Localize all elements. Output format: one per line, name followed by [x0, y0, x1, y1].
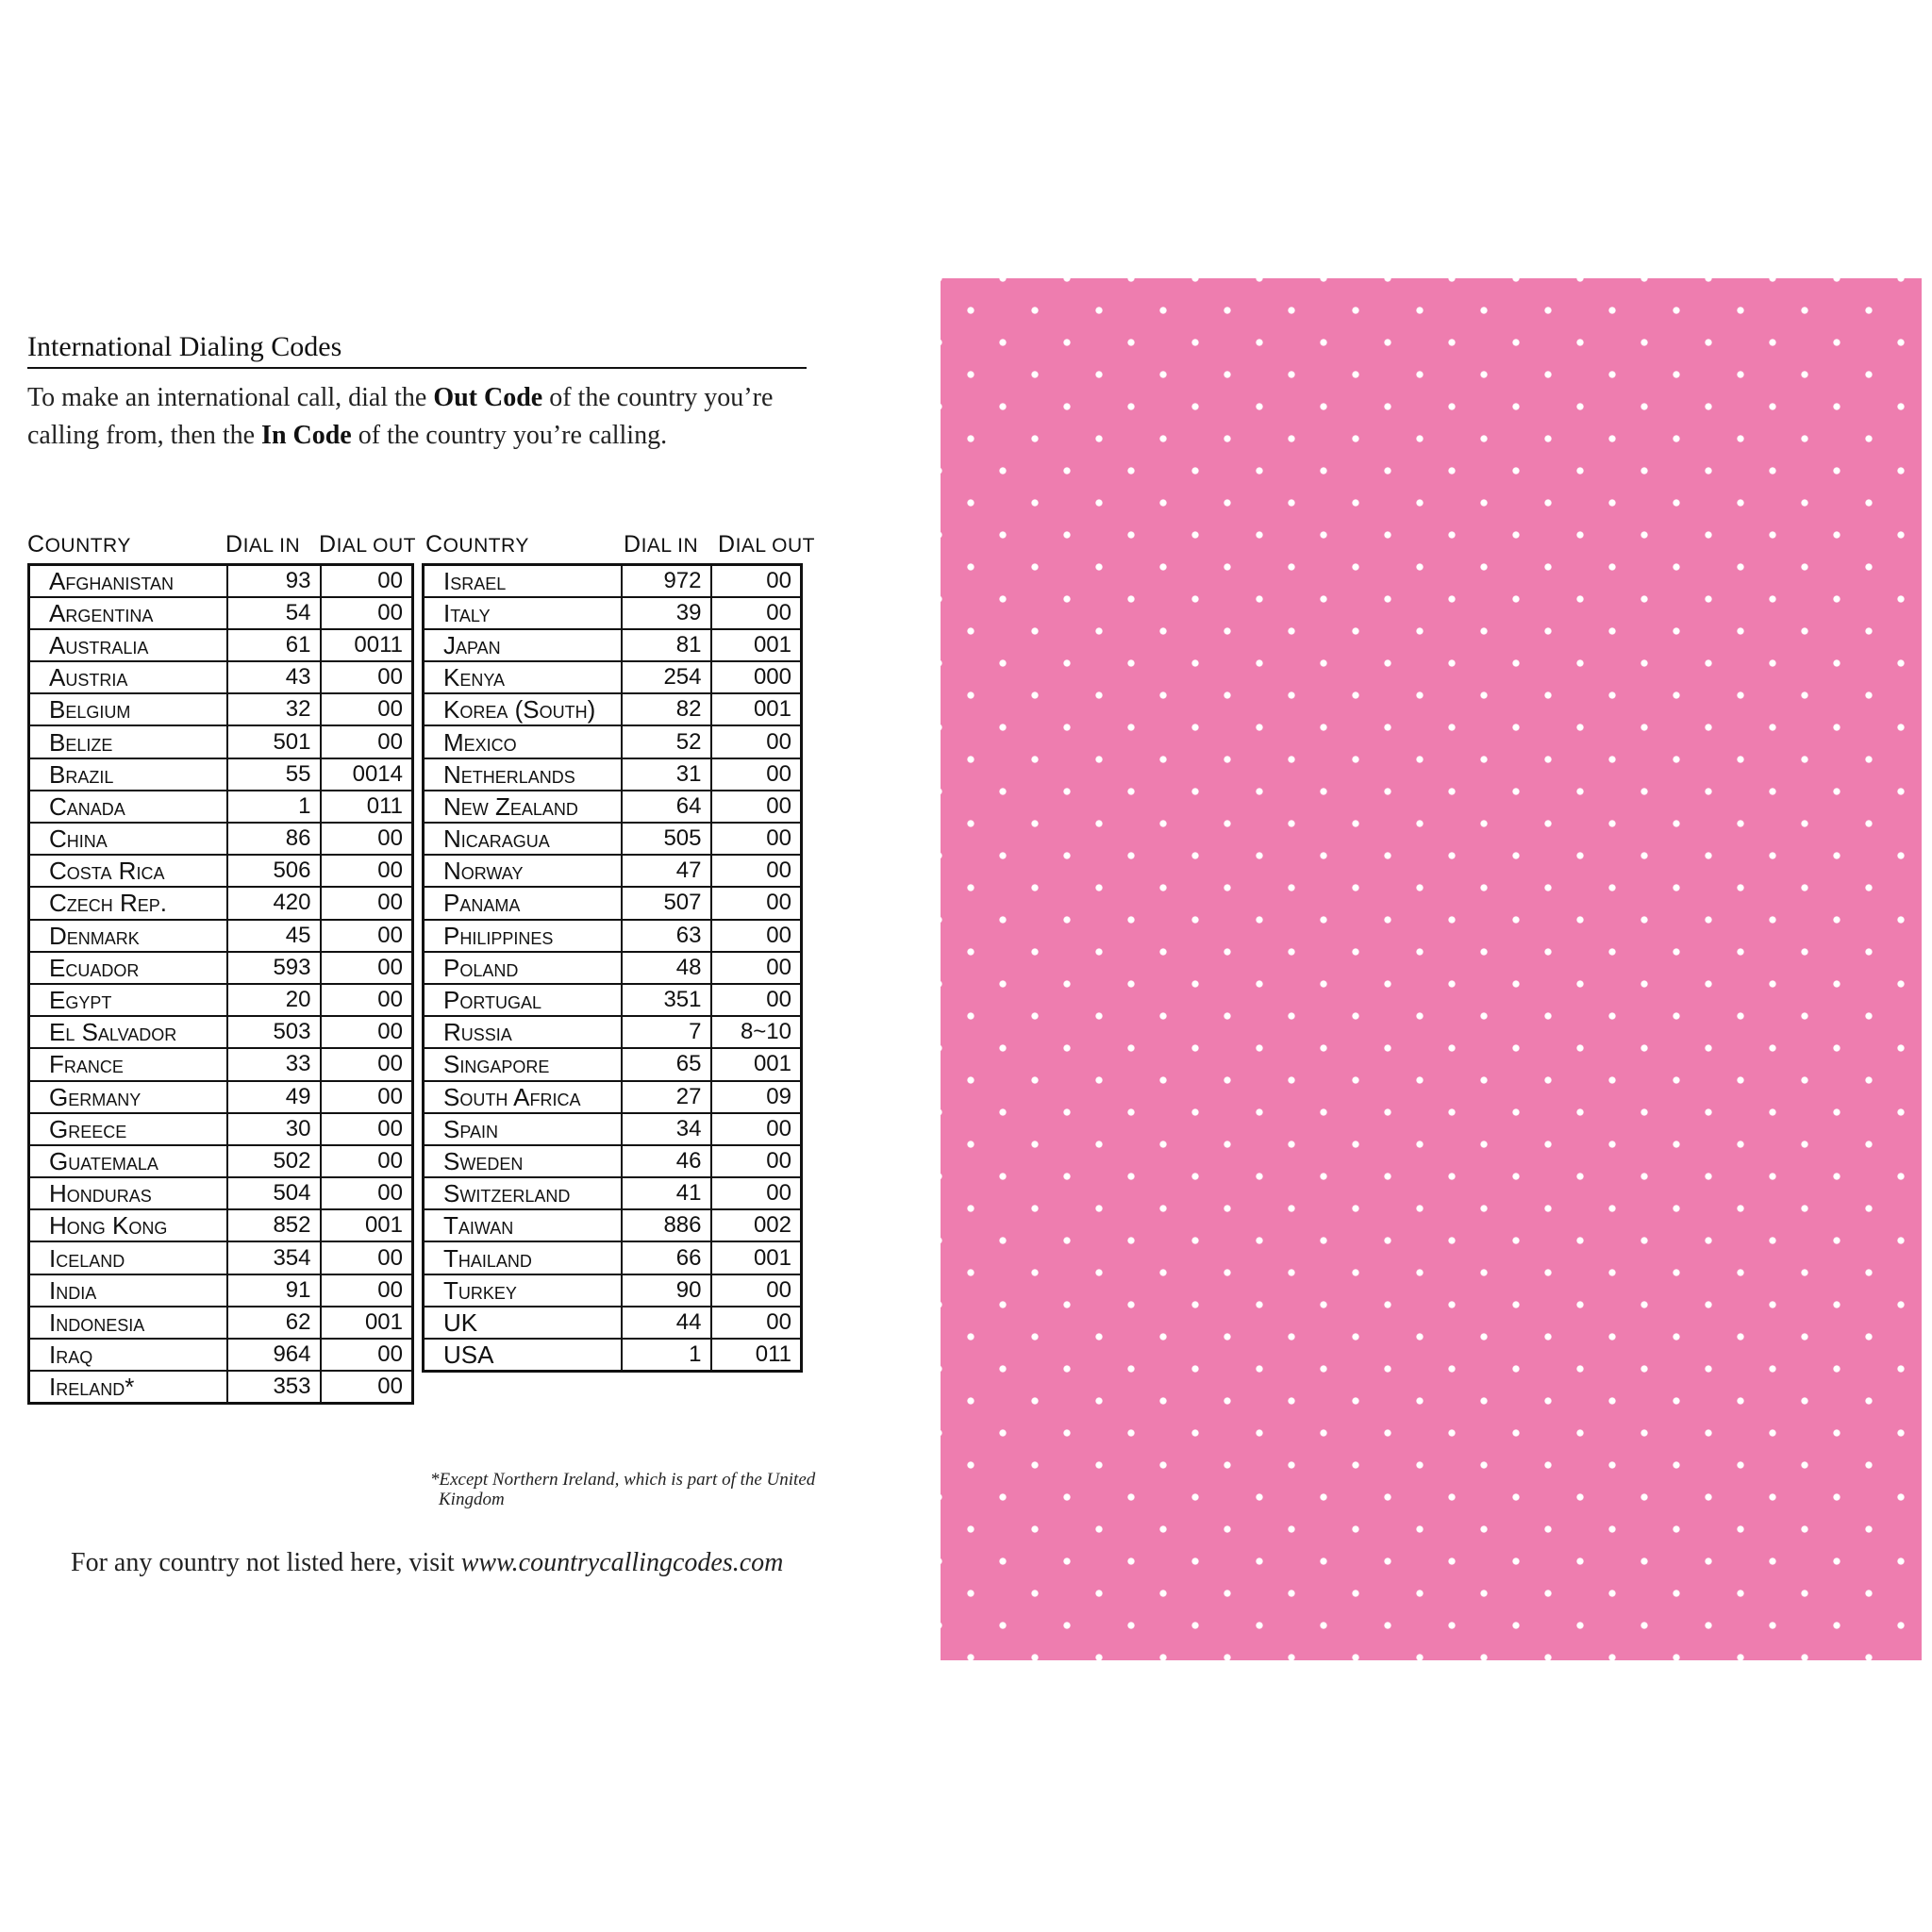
- table-row: [424, 725, 802, 758]
- dial-in-cell: 27: [622, 1081, 711, 1113]
- dial-in-cell: 55: [227, 758, 321, 791]
- table-row: [29, 1307, 413, 1339]
- dial-in-cell: 82: [622, 693, 711, 725]
- dial-out-cell: 00: [321, 1145, 413, 1177]
- dial-in-cell: 48: [622, 952, 711, 984]
- dial-out-cell: 00: [321, 661, 413, 693]
- dial-out-cell: 00: [321, 1113, 413, 1145]
- country-cell: Honduras: [29, 1177, 227, 1209]
- page-title: International Dialing Codes: [27, 330, 807, 369]
- left-header-country: COUNTRY: [27, 531, 131, 558]
- country-cell: Sweden: [424, 1145, 622, 1177]
- table-row: [424, 823, 802, 855]
- dial-out-cell: 00: [711, 823, 802, 855]
- table-row: [424, 629, 802, 661]
- country-cell: Korea (South): [424, 693, 622, 725]
- country-cell: Nicaragua: [424, 823, 622, 855]
- dial-in-cell: 254: [622, 661, 711, 693]
- dial-in-cell: 81: [622, 629, 711, 661]
- dial-in-cell: 593: [227, 952, 321, 984]
- country-cell: Spain: [424, 1113, 622, 1145]
- dial-out-cell: 00: [711, 1274, 802, 1307]
- country-cell: Poland: [424, 952, 622, 984]
- dial-in-cell: 34: [622, 1113, 711, 1145]
- dial-out-cell: 0014: [321, 758, 413, 791]
- dial-out-cell: 00: [711, 725, 802, 758]
- country-cell: Italy: [424, 597, 622, 629]
- table-row: [29, 597, 413, 629]
- table-row: [424, 1274, 802, 1307]
- country-cell: Switzerland: [424, 1177, 622, 1209]
- dial-out-cell: 00: [321, 1016, 413, 1048]
- table-row: [424, 1081, 802, 1113]
- dial-out-cell: 00: [321, 597, 413, 629]
- table-row: [424, 758, 802, 791]
- intro-text-1: To make an international call, dial the: [27, 383, 434, 412]
- country-cell: Austria: [29, 661, 227, 693]
- dial-out-cell: 001: [321, 1307, 413, 1339]
- left-header-dial-in: DIAL IN: [225, 531, 301, 558]
- country-cell: Israel: [424, 565, 622, 597]
- dial-out-cell: 00: [321, 920, 413, 952]
- dial-in-cell: 86: [227, 823, 321, 855]
- dial-out-cell: 00: [711, 920, 802, 952]
- dial-out-cell: 00: [711, 597, 802, 629]
- intro-paragraph: [27, 379, 810, 455]
- table-row: [29, 1016, 413, 1048]
- dial-in-cell: 7: [622, 1016, 711, 1048]
- table-row: [29, 1113, 413, 1145]
- dial-out-cell: 00: [711, 791, 802, 823]
- dial-in-cell: 47: [622, 855, 711, 887]
- dial-out-cell: 00: [711, 1307, 802, 1339]
- dial-in-cell: 66: [622, 1241, 711, 1274]
- dial-out-cell: 09: [711, 1081, 802, 1113]
- table-row: [29, 758, 413, 791]
- table-row: [424, 984, 802, 1016]
- country-cell: Argentina: [29, 597, 227, 629]
- country-cell: Panama: [424, 887, 622, 919]
- table-row: [424, 887, 802, 919]
- intro-text-3: of the country you’re calling.: [351, 421, 668, 450]
- table-row: [29, 920, 413, 952]
- dial-in-cell: 503: [227, 1016, 321, 1048]
- dial-in-cell: 852: [227, 1209, 321, 1241]
- dial-in-cell: 93: [227, 565, 321, 597]
- dial-out-cell: 00: [321, 887, 413, 919]
- dial-out-cell: 00: [321, 1371, 413, 1403]
- country-cell: Greece: [29, 1113, 227, 1145]
- country-cell: Mexico: [424, 725, 622, 758]
- dial-in-cell: 505: [622, 823, 711, 855]
- dial-out-cell: 001: [321, 1209, 413, 1241]
- dial-in-cell: 20: [227, 984, 321, 1016]
- left-header-dial-out: DIAL OUT: [319, 531, 416, 558]
- dial-in-cell: 354: [227, 1241, 321, 1274]
- table-row: [29, 1371, 413, 1403]
- country-cell: China: [29, 823, 227, 855]
- dial-out-cell: 011: [321, 791, 413, 823]
- country-cell: Canada: [29, 791, 227, 823]
- country-cell: Russia: [424, 1016, 622, 1048]
- country-cell: Singapore: [424, 1048, 622, 1080]
- dial-out-cell: 00: [321, 565, 413, 597]
- dial-out-cell: 00: [321, 1177, 413, 1209]
- dial-in-cell: 33: [227, 1048, 321, 1080]
- table-row: [29, 1081, 413, 1113]
- country-cell: India: [29, 1274, 227, 1307]
- table-row: [29, 1209, 413, 1241]
- dial-in-cell: 54: [227, 597, 321, 629]
- table-row: [29, 823, 413, 855]
- country-cell: El Salvador: [29, 1016, 227, 1048]
- table-row: [424, 1209, 802, 1241]
- dial-out-cell: 001: [711, 693, 802, 725]
- dial-out-cell: 00: [711, 758, 802, 791]
- dial-out-cell: 001: [711, 1241, 802, 1274]
- dial-out-cell: 002: [711, 1209, 802, 1241]
- country-cell: New Zealand: [424, 791, 622, 823]
- country-cell: UK: [424, 1307, 622, 1339]
- table-row: [424, 920, 802, 952]
- pink-polka-dot-page: [941, 278, 1922, 1660]
- out-code-term: Out Code: [433, 383, 543, 412]
- dial-out-cell: 00: [711, 952, 802, 984]
- in-code-term: In Code: [261, 421, 352, 450]
- country-cell: Iceland: [29, 1241, 227, 1274]
- footer-text: For any country not listed here, visit: [71, 1548, 461, 1577]
- dial-out-cell: 00: [321, 1241, 413, 1274]
- table-row: [29, 887, 413, 919]
- country-cell: Kenya: [424, 661, 622, 693]
- table-row: [424, 1048, 802, 1080]
- country-cell: USA: [424, 1339, 622, 1371]
- table-row: [29, 984, 413, 1016]
- dial-out-cell: 00: [321, 952, 413, 984]
- table-row: [424, 597, 802, 629]
- table-row: [424, 1113, 802, 1145]
- table-row: [29, 693, 413, 725]
- dial-out-cell: 00: [711, 1113, 802, 1145]
- table-row: [29, 952, 413, 984]
- table-row: [29, 1145, 413, 1177]
- intro-text-2: of the country you’re calling from, then the: [27, 383, 774, 450]
- country-cell: Belize: [29, 725, 227, 758]
- dial-out-cell: 00: [321, 984, 413, 1016]
- country-cell: Czech Rep.: [29, 887, 227, 919]
- dial-out-cell: 000: [711, 661, 802, 693]
- dial-out-cell: 00: [711, 565, 802, 597]
- dial-out-cell: 00: [321, 1274, 413, 1307]
- table-row: [424, 1016, 802, 1048]
- table-row: [29, 791, 413, 823]
- table-row: [29, 629, 413, 661]
- country-cell: Indonesia: [29, 1307, 227, 1339]
- table-row: [29, 1177, 413, 1209]
- dialing-codes-table-right: [422, 563, 803, 1373]
- dial-in-cell: 39: [622, 597, 711, 629]
- dial-in-cell: 90: [622, 1274, 711, 1307]
- dial-in-cell: 64: [622, 791, 711, 823]
- country-cell: Guatemala: [29, 1145, 227, 1177]
- dial-out-cell: 00: [321, 855, 413, 887]
- table-row: [424, 1339, 802, 1371]
- dial-out-cell: 8~10: [711, 1016, 802, 1048]
- table-row: [29, 1274, 413, 1307]
- dial-in-cell: 964: [227, 1339, 321, 1371]
- dial-out-cell: 00: [321, 823, 413, 855]
- country-cell: Belgium: [29, 693, 227, 725]
- dial-in-cell: 501: [227, 725, 321, 758]
- dial-in-cell: 30: [227, 1113, 321, 1145]
- dial-in-cell: 886: [622, 1209, 711, 1241]
- dial-out-cell: 0011: [321, 629, 413, 661]
- country-cell: Australia: [29, 629, 227, 661]
- table-row: [29, 1048, 413, 1080]
- country-cell: Netherlands: [424, 758, 622, 791]
- table-row: [424, 1177, 802, 1209]
- dial-in-cell: 31: [622, 758, 711, 791]
- country-cell: South Africa: [424, 1081, 622, 1113]
- country-cell: Taiwan: [424, 1209, 622, 1241]
- table-row: [424, 791, 802, 823]
- table-row: [29, 565, 413, 597]
- country-cell: Ecuador: [29, 952, 227, 984]
- country-cell: Brazil: [29, 758, 227, 791]
- dial-out-cell: 001: [711, 629, 802, 661]
- table-row: [29, 855, 413, 887]
- dial-in-cell: 1: [227, 791, 321, 823]
- table-row: [424, 1145, 802, 1177]
- dial-in-cell: 62: [227, 1307, 321, 1339]
- footer-note: [71, 1548, 825, 1578]
- dial-in-cell: 52: [622, 725, 711, 758]
- table-row: [424, 952, 802, 984]
- country-cell: Afghanistan: [29, 565, 227, 597]
- table-row: [424, 693, 802, 725]
- table-row: [424, 661, 802, 693]
- country-cell: Germany: [29, 1081, 227, 1113]
- country-cell: Turkey: [424, 1274, 622, 1307]
- dial-in-cell: 507: [622, 887, 711, 919]
- dial-in-cell: 351: [622, 984, 711, 1016]
- dial-in-cell: 506: [227, 855, 321, 887]
- dial-in-cell: 63: [622, 920, 711, 952]
- dial-out-cell: 00: [321, 1081, 413, 1113]
- dial-in-cell: 1: [622, 1339, 711, 1371]
- dial-out-cell: 00: [711, 1145, 802, 1177]
- ireland-footnote: *Except Northern Ireland, which is part of the United Kingdom: [430, 1470, 816, 1509]
- dial-out-cell: 001: [711, 1048, 802, 1080]
- country-cell: Norway: [424, 855, 622, 887]
- right-header-country: COUNTRY: [425, 531, 529, 558]
- dial-in-cell: 91: [227, 1274, 321, 1307]
- dial-in-cell: 420: [227, 887, 321, 919]
- table-row: [424, 565, 802, 597]
- table-row: [29, 1339, 413, 1371]
- country-cell: Portugal: [424, 984, 622, 1016]
- right-header-dial-out: DIAL OUT: [718, 531, 815, 558]
- dial-out-cell: 00: [321, 725, 413, 758]
- table-row: [29, 725, 413, 758]
- country-cell: Philippines: [424, 920, 622, 952]
- footer-url: www.countrycallingcodes.com: [460, 1548, 784, 1577]
- country-cell: Ireland*: [29, 1371, 227, 1403]
- dial-in-cell: 61: [227, 629, 321, 661]
- dial-in-cell: 504: [227, 1177, 321, 1209]
- dial-in-cell: 43: [227, 661, 321, 693]
- dial-in-cell: 49: [227, 1081, 321, 1113]
- dial-out-cell: 00: [321, 693, 413, 725]
- table-row: [29, 1241, 413, 1274]
- dial-in-cell: 32: [227, 693, 321, 725]
- country-cell: France: [29, 1048, 227, 1080]
- country-cell: Hong Kong: [29, 1209, 227, 1241]
- dial-in-cell: 44: [622, 1307, 711, 1339]
- dial-in-cell: 353: [227, 1371, 321, 1403]
- dial-out-cell: 00: [321, 1048, 413, 1080]
- country-cell: Costa Rica: [29, 855, 227, 887]
- dial-in-cell: 45: [227, 920, 321, 952]
- country-cell: Denmark: [29, 920, 227, 952]
- table-row: [424, 1307, 802, 1339]
- dial-in-cell: 46: [622, 1145, 711, 1177]
- dial-out-cell: 00: [711, 887, 802, 919]
- right-header-dial-in: DIAL IN: [624, 531, 699, 558]
- table-row: [29, 661, 413, 693]
- table-row: [424, 855, 802, 887]
- dial-out-cell: 011: [711, 1339, 802, 1371]
- dial-in-cell: 972: [622, 565, 711, 597]
- dialing-codes-page: [0, 0, 943, 1932]
- dial-out-cell: 00: [711, 855, 802, 887]
- dial-out-cell: 00: [711, 1177, 802, 1209]
- country-cell: Thailand: [424, 1241, 622, 1274]
- country-cell: Iraq: [29, 1339, 227, 1371]
- country-cell: Japan: [424, 629, 622, 661]
- dial-in-cell: 41: [622, 1177, 711, 1209]
- dial-in-cell: 502: [227, 1145, 321, 1177]
- dial-out-cell: 00: [321, 1339, 413, 1371]
- table-row: [424, 1241, 802, 1274]
- dial-in-cell: 65: [622, 1048, 711, 1080]
- dialing-codes-table-left: [27, 563, 414, 1405]
- dial-out-cell: 00: [711, 984, 802, 1016]
- country-cell: Egypt: [29, 984, 227, 1016]
